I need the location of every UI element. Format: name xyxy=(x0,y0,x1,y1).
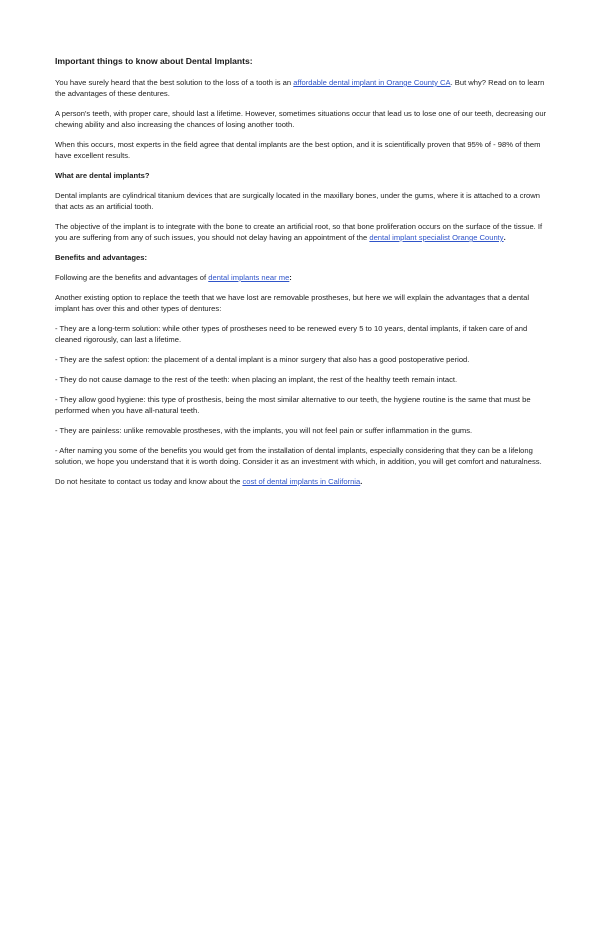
following-paragraph xyxy=(55,272,548,283)
closing-text-after: . xyxy=(360,477,363,486)
benefit-item: - They allow good hygiene: this type of prosthesis, being the most similar alternative to our teeth, the hygiene routine is the same that must be performed when you have all-natural teeth. xyxy=(55,395,531,415)
what-are-implants-heading: What are dental implants? xyxy=(55,171,150,180)
closing-text-before: Do not hesitate to contact us today and know about the xyxy=(55,477,243,486)
definition-paragraph: Dental implants are cylindrical titanium devices that are surgically located in the maxillary bones, under the gums, where it is attached to a crown that acts as an artificial tooth. xyxy=(55,191,540,211)
another-option-paragraph: Another existing option to replace the teeth that we have lost are removable prostheses, but here we will explain the advantages that a dental implant has over this and other types of dentures: xyxy=(55,293,530,313)
experts-paragraph: When this occurs, most experts in the field agree that dental implants are the best option, and it is scientifically proven that 95% of - 98% of them have excellent results. xyxy=(55,140,541,160)
affordable-implant-link[interactable]: affordable dental implant in Orange County CA xyxy=(293,78,451,87)
benefit-item: - They are a long-term solution: while other types of prostheses need to be renewed every 5 to 10 years, dental implants, if taken care of and cleaned rigorously, can last a lifetime. xyxy=(55,324,528,344)
benefit-item: - After naming you some of the benefits you would get from the installation of dental implants, especially considering that they can be a lifelong solution, we hope you understand that it is worth doing. Consider it as an investment with which, in addition, you will get comfort and naturalness. xyxy=(55,446,542,466)
benefit-item: - They are painless: unlike removable prostheses, with the implants, you will not feel pain or suffer inflammation in the gums. xyxy=(55,426,473,435)
intro-paragraph xyxy=(55,77,548,99)
document-title: Important things to know about Dental Implants: xyxy=(55,56,253,66)
objective-text-before: The objective of the implant is to integrate with the bone to create an artificial root, so that bone proliferation occurs on the surface of the tissue. If you are suffering from any of such issues, you should not delay having an appointment of the xyxy=(55,222,543,242)
benefit-item: - They do not cause damage to the rest of the teeth: when placing an implant, the rest of the healthy teeth remain intact. xyxy=(55,375,458,384)
closing-paragraph xyxy=(55,476,548,487)
intro-text-before: You have surely heard that the best solution to the loss of a tooth is an xyxy=(55,78,294,87)
following-text-before: Following are the benefits and advantages of xyxy=(55,273,209,282)
teeth-paragraph: A person's teeth, with proper care, should last a lifetime. However, sometimes situations occur that lead us to lose one of our teeth, decreasing our chewing ability and also increasing the chances of losing another tooth. xyxy=(55,109,547,129)
implants-near-me-link[interactable]: dental implants near me xyxy=(208,273,290,282)
following-text-after: : xyxy=(289,273,292,282)
objective-paragraph xyxy=(55,221,548,243)
implant-specialist-link[interactable]: dental implant specialist Orange County xyxy=(369,233,504,242)
benefits-heading: Benefits and advantages: xyxy=(55,253,147,262)
intro-text-after: . But why? Read on to learn the advantages of these dentures. xyxy=(55,78,545,98)
implant-cost-link[interactable]: cost of dental implants in California xyxy=(242,477,361,486)
benefit-item: - They are the safest option: the placement of a dental implant is a minor surgery that also has a good postoperative period. xyxy=(55,355,470,364)
objective-text-after: . xyxy=(503,233,506,242)
